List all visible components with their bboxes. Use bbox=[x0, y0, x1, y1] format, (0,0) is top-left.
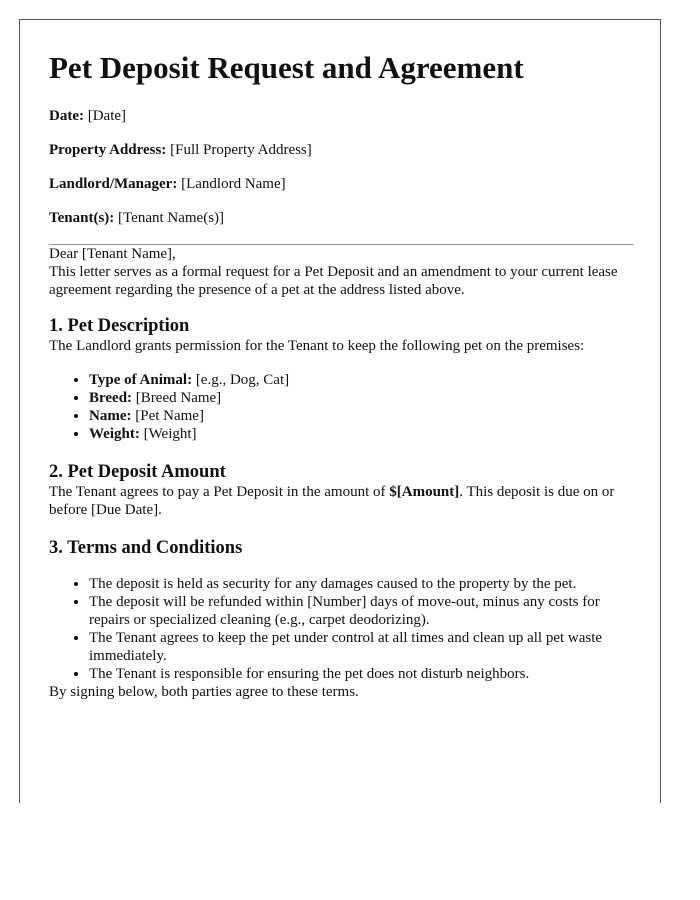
field-landlord bbox=[49, 175, 634, 193]
field-property-address-value: [Full Property Address] bbox=[170, 142, 312, 158]
pet-breed-label: Breed: bbox=[89, 390, 133, 406]
pet-breed-value: [Breed Name] bbox=[135, 390, 222, 406]
field-tenants bbox=[49, 209, 634, 227]
pet-weight-value: [Weight] bbox=[143, 426, 197, 442]
salutation: Dear [Tenant Name], bbox=[49, 246, 176, 262]
deposit-amount: $[Amount] bbox=[389, 484, 460, 500]
pet-name-label: Name: bbox=[89, 408, 132, 424]
field-date-value: [Date] bbox=[87, 108, 127, 124]
section-heading-terms: 3. Terms and Conditions bbox=[49, 538, 243, 558]
field-tenants-value: [Tenant Name(s)] bbox=[118, 210, 225, 226]
list-item: • The Tenant agrees to keep the pet under control at all times and clean up all pet waste immediately. bbox=[89, 629, 634, 665]
deposit-text-before: The Tenant agrees to pay a Pet Deposit in the amount of bbox=[49, 484, 390, 500]
deposit-amount-paragraph bbox=[49, 483, 634, 519]
intro-paragraph: This letter serves as a formal request for a Pet Deposit and an amendment to your current lease agreement regarding the presence of a pet at the address listed above. bbox=[49, 264, 618, 298]
list-item bbox=[89, 371, 634, 389]
closing-statement: By signing below, both parties agree to these terms. bbox=[49, 684, 359, 700]
pet-weight-label: Weight: bbox=[89, 426, 140, 442]
deposit-text-after: . This deposit is due on or before [Due Date]. bbox=[49, 484, 615, 518]
pet-description-text: The Landlord grants permission for the Tenant to keep the following pet on the premises: bbox=[49, 338, 585, 354]
field-property-address-label: Property Address: bbox=[49, 142, 167, 158]
section-heading-deposit-amount: 2. Pet Deposit Amount bbox=[49, 462, 226, 482]
document-title: Pet Deposit Request and Agreement bbox=[49, 50, 524, 85]
list-item: • The Tenant is responsible for ensuring the pet does not disturb neighbors. bbox=[89, 665, 634, 683]
list-item bbox=[89, 425, 634, 443]
field-date-label: Date: bbox=[49, 108, 84, 124]
pet-type-label: Type of Animal: bbox=[89, 372, 193, 388]
document-page bbox=[19, 19, 661, 803]
list-item bbox=[89, 407, 634, 425]
field-tenants-label: Tenant(s): bbox=[49, 210, 115, 226]
list-item: • The deposit will be refunded within [Number] days of move-out, minus any costs for repairs or specialized cleaning (e.g., carpet deodorizing). bbox=[89, 593, 634, 629]
list-item: • The deposit is held as security for any damages caused to the property by the pet. bbox=[89, 575, 634, 593]
field-landlord-label: Landlord/Manager: bbox=[49, 176, 178, 192]
field-date bbox=[49, 107, 634, 125]
pet-name-value: [Pet Name] bbox=[135, 408, 204, 424]
field-property-address bbox=[49, 141, 634, 159]
pet-type-value: [e.g., Dog, Cat] bbox=[195, 372, 290, 388]
field-landlord-value: [Landlord Name] bbox=[181, 176, 286, 192]
pet-details-list bbox=[49, 371, 634, 443]
list-item bbox=[89, 389, 634, 407]
document-content bbox=[49, 20, 634, 701]
section-heading-pet-description: 1. Pet Description bbox=[49, 316, 190, 336]
terms-list bbox=[49, 575, 634, 683]
